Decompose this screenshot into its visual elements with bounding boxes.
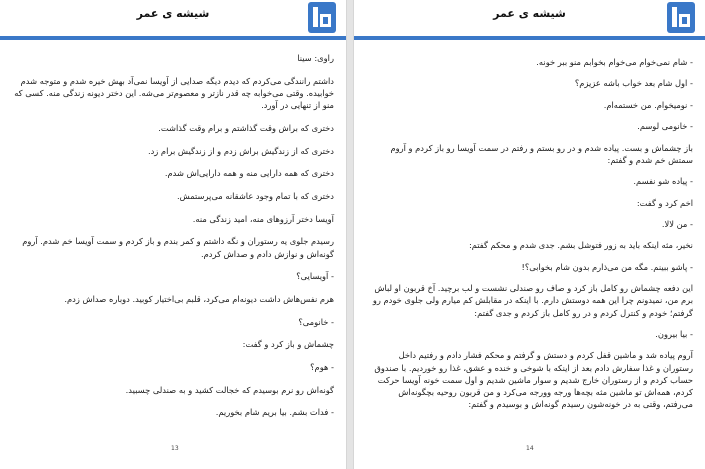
paragraph: - پیاده شو نفسم. — [633, 176, 693, 187]
book-title: شیشه ی عمر — [136, 7, 210, 20]
paragraph: این دفعه چشماش رو کامل باز کرد و صاف رو صندلی نشست و لب برچید. آخ قربون او لباش برم من، نمیدونم چرا این همه دوستش دارم. با اینکه در مقابلش کم میارم ولی جلوی خودم رو گرفتم؛ خودم و کنترل کردم و در رو کامل باز کردم و جدی گفتم: — [372, 283, 693, 318]
page-number: 13 — [171, 445, 179, 452]
paragraph: - بیا بیرون. — [655, 328, 693, 339]
paragraph: آروم پیاده شد و ماشین قفل کردم و دستش و گرفتم و محکم فشار دادم و رفتیم داخل رستوران و غذا سفارش دادم بعد از اینکه با شوخی و خنده و عشق، غذا رو خوردیم. با صندوق حساب کردم و از رستوران خارج شدیم و سوار ماشین شدیم و اول سمت خونه آویسا حرکت کردم، همه‌اش تو ماشین مثه بچه‌ها ورجه وورجه می‌کرد و من قربون روحیه بچگونه‌اش می‌رفتم، وقتی به در خونه‌شون رسیدم گونه‌اش و بوسیدم و گفتم: — [374, 350, 693, 410]
paragraph: دختری که همه دارایی منه و همه دارایی‌اش شدم. — [164, 168, 334, 179]
paragraph: داشتم رانندگی می‌کردم که دیدم دیگه صدایی از آویسا نمی‌آد بهش خیره شدم و متوجه شدم خوابیده. وقتی می‌خوابه چه قدر نازتر و معصوم‌تر می‌شه. این دختر دیونه زندگی منه. کسی که منو از تنهایی در آورد. — [14, 75, 334, 111]
publisher-logo-icon — [308, 2, 336, 33]
page-text — [368, 56, 693, 420]
paragraph: - شام نمی‌خوام می‌خوام بخوابم منو ببر خونه. — [536, 57, 693, 67]
page-number: 14 — [526, 445, 534, 452]
paragraph: - هوم؟ — [310, 362, 334, 373]
paragraph: - اول شام بعد خواب باشه عزیزم؟ — [574, 78, 693, 89]
paragraph: دختری که براش وقت گذاشتم و برام وقت گذاشت. — [158, 122, 334, 133]
header-accent-bar — [354, 36, 705, 40]
publisher-logo-icon — [667, 2, 695, 33]
right-page — [353, 0, 705, 469]
paragraph: - فدات بشم. بیا بریم شام بخوریم. — [215, 407, 334, 418]
paragraph: دختری که با تمام وجود عاشقانه می‌پرستمش. — [177, 190, 334, 201]
paragraph: دختری که از زندگیش براش زدم و از زندگیش برام زد. — [147, 145, 334, 156]
paragraph: باز چشماش و بست. پیاده شدم و در رو بستم و رفتم در سمت آویسا رو باز کردم و آروم سمتش خم شدم و گفتم: — [390, 142, 693, 165]
paragraph: چشماش و باز کرد و گفت: — [242, 339, 334, 350]
page-header — [0, 0, 346, 36]
book-title: شیشه ی عمر — [493, 7, 566, 20]
paragraph: گونه‌اش رو نرم بوسیدم که خجالت کشید و به صندلی چسبید. — [125, 384, 334, 395]
paragraph: - خانومی لوسم. — [637, 121, 693, 132]
paragraph: - نومیخوام. من خستمه‌ام. — [603, 99, 693, 110]
paragraph: نخیر، مثه اینکه باید به زور فتوشل بشم. جدی شدم و محکم گفتم: — [468, 240, 693, 251]
header-accent-bar — [0, 36, 346, 40]
paragraph: اخم کرد و گفت: — [636, 197, 693, 208]
page-text — [14, 52, 334, 429]
paragraph: - من لالا. — [661, 218, 693, 229]
paragraph: - آویسایی؟ — [296, 271, 334, 282]
page-header — [354, 0, 705, 36]
paragraph: رسیدم جلوی یه رستوران و نگه داشتم و کمر بندم و باز کردم و سمت آویسا خم شدم. آروم گونه‌اش و نوازش دادم و صداش کردم. — [22, 236, 334, 259]
paragraph: هرم نفس‌هاش داشت دیونه‌ام می‌کرد، قلبم بی‌اختیار کوبید. دوباره صداش زدم. — [64, 293, 334, 304]
left-page — [0, 0, 347, 469]
paragraph: آویسا دختر آرزوهای منه، امید زندگی منه. — [192, 213, 334, 224]
paragraph: - پاشو ببینم. مگه من می‌ذارم بدون شام بخوابی؟! — [521, 261, 693, 272]
paragraph: راوی: سینا — [297, 53, 334, 63]
paragraph: - خانومی؟ — [298, 316, 334, 327]
